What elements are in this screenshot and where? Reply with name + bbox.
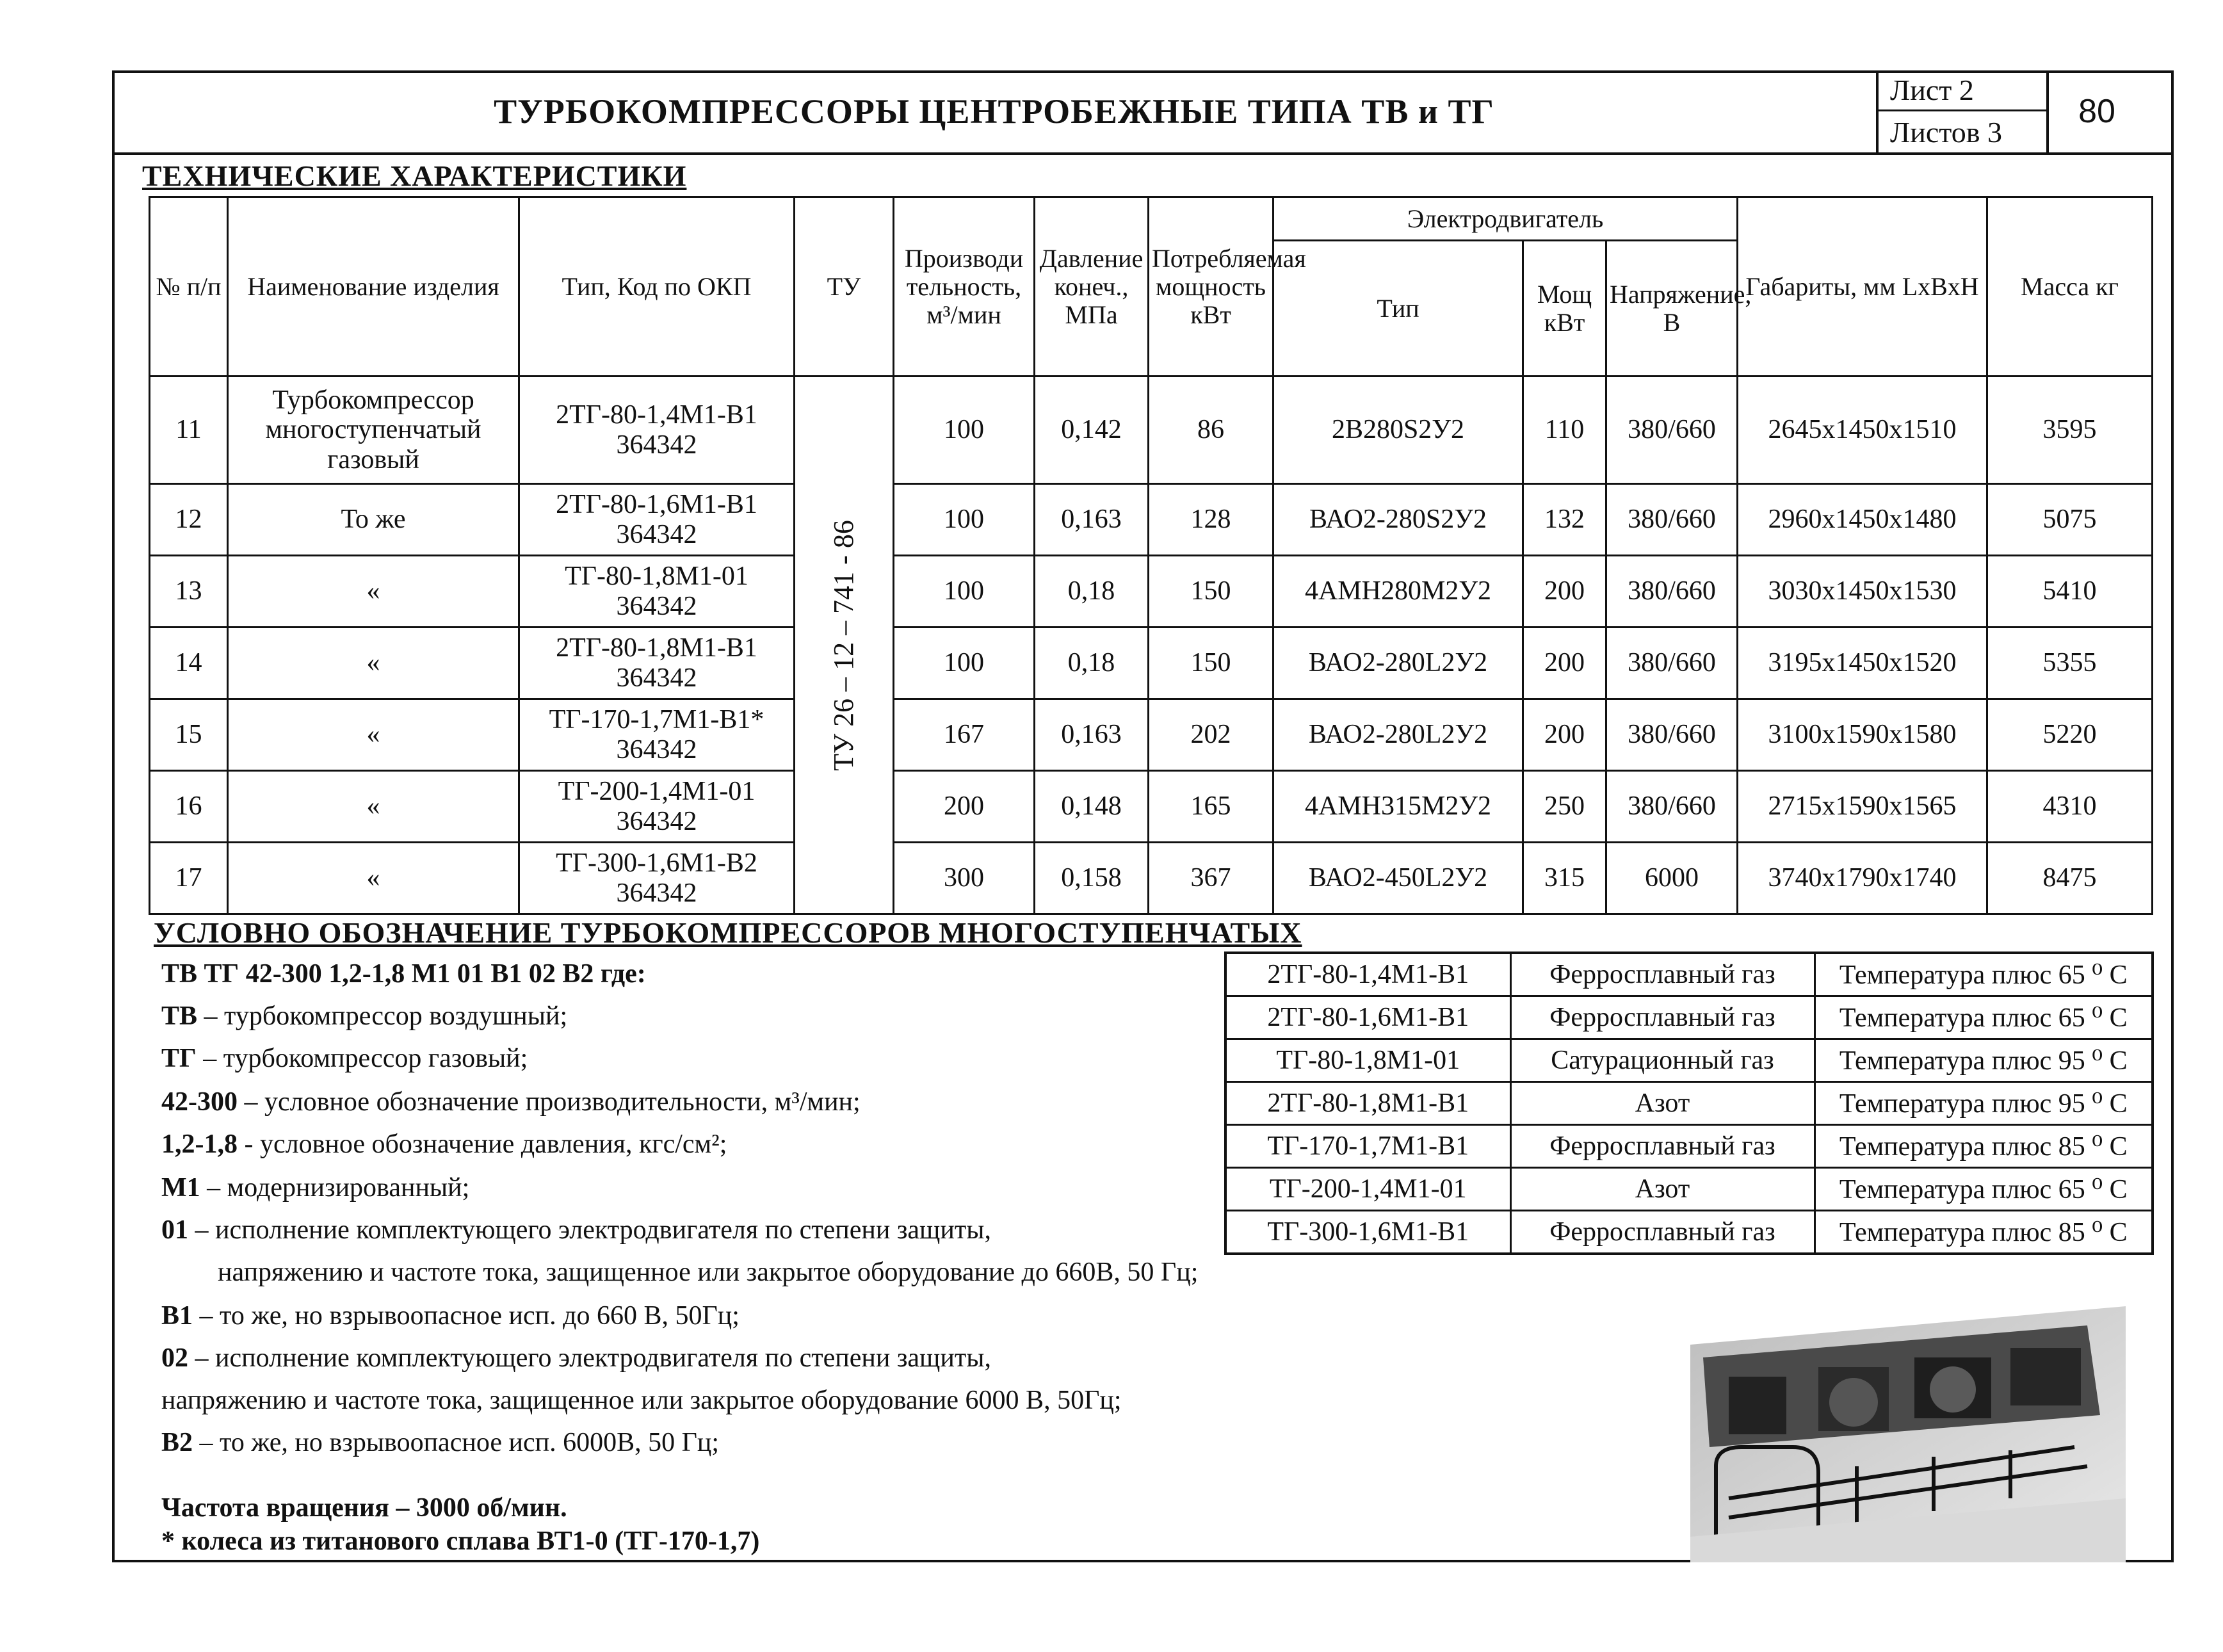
table-row (150, 556, 2153, 628)
header-motor-voltage: Напряжение, В (1606, 241, 1738, 377)
legend-line-9 (161, 1345, 991, 1372)
cell-type (519, 484, 795, 556)
cell-productivity: 167 (894, 699, 1035, 771)
cell-pressure: 0,163 (1035, 699, 1149, 771)
title-bar (112, 70, 2174, 155)
cell-name: « (228, 628, 519, 699)
media-temperature: Температура плюс 95 ⁰ С (1815, 1039, 2153, 1082)
legend-line-2 (161, 1045, 528, 1072)
cell-name: « (228, 556, 519, 628)
legend-key: 02 (161, 1343, 188, 1373)
okp-code: 364342 (616, 663, 697, 693)
cell-dimensions: 3030x1450x1530 (1738, 556, 1987, 628)
media-type: ТГ-200-1,4М1-01 (1225, 1168, 1510, 1211)
cell-motor-voltage: 380/660 (1606, 771, 1738, 843)
header-name: Наименование изделия (228, 197, 519, 377)
okp-code: 364342 (616, 806, 697, 836)
media-medium: Сатурационный газ (1510, 1039, 1815, 1082)
legend-key: 42-300 (161, 1087, 238, 1117)
cell-mass: 8475 (1987, 843, 2153, 914)
cell-num: 13 (150, 556, 228, 628)
cell-num: 16 (150, 771, 228, 843)
table-row (1225, 953, 2153, 996)
header-num: № п/п (150, 197, 228, 377)
cell-mass: 5355 (1987, 628, 2153, 699)
okp-code: 364342 (616, 430, 697, 460)
header-motor-group: Электродвигатель (1273, 197, 1738, 241)
cell-dimensions: 2960x1450x1480 (1738, 484, 1987, 556)
legend-key: ТВ (161, 1001, 198, 1031)
table-row (150, 699, 2153, 771)
cell-dimensions: 3100x1590x1580 (1738, 699, 1987, 771)
cell-motor-power: 132 (1523, 484, 1606, 556)
cell-motor-type: 4АМН315М2У2 (1273, 771, 1523, 843)
header-motor-type: Тип (1273, 241, 1523, 377)
type-value: 2ТГ-80-1,8М1-В1 (556, 633, 757, 663)
legend-line-7 (218, 1259, 1198, 1286)
designation-title: УСЛОВНО ОБОЗНАЧЕНИЕ ТУРБОКОМПРЕССОРОВ МНОГОСТУПЕНЧАТЫХ (154, 916, 1302, 949)
cell-name: То же (228, 484, 519, 556)
cell-num: 14 (150, 628, 228, 699)
footnote-text: * колеса из титанового сплава ВТ1-0 (ТГ-170-1,7) (161, 1526, 760, 1556)
sheet-info-box (1876, 70, 2145, 152)
table-row (150, 377, 2153, 484)
header-pressure: Давление конеч., МПа (1035, 197, 1149, 377)
cell-pressure: 0,148 (1035, 771, 1149, 843)
footnote (161, 1528, 759, 1555)
legend-text: – условное обозначение производительности, м³/мин; (238, 1087, 861, 1117)
cell-pressure: 0,163 (1035, 484, 1149, 556)
media-temperature: Температура плюс 85 ⁰ С (1815, 1125, 2153, 1168)
legend-text: – турбокомпрессор газовый; (196, 1044, 528, 1073)
cell-type (519, 771, 795, 843)
legend-key: 01 (161, 1215, 188, 1245)
cell-motor-voltage: 380/660 (1606, 484, 1738, 556)
table-row (1225, 996, 2153, 1039)
type-value: ТГ-300-1,6М1-В2 (556, 848, 757, 879)
table-row (1225, 1082, 2153, 1125)
legend-line-3 (161, 1089, 861, 1115)
okp-code: 364342 (616, 519, 697, 549)
cell-name: « (228, 699, 519, 771)
type-value: 2ТГ-80-1,4М1-В1 (556, 400, 757, 430)
cell-motor-type: 4АМН280М2У2 (1273, 556, 1523, 628)
cell-motor-type: ВАО2-280L2У2 (1273, 699, 1523, 771)
cell-power: 202 (1149, 699, 1273, 771)
legend-line-6 (161, 1217, 991, 1243)
cell-pressure: 0,18 (1035, 628, 1149, 699)
legend-text: – то же, но взрывоопасное исп. 6000В, 50 Гц; (193, 1428, 720, 1457)
legend-line-11 (161, 1429, 719, 1456)
cell-motor-type: 2В280S2У2 (1273, 377, 1523, 484)
cell-motor-type: ВАО2-280S2У2 (1273, 484, 1523, 556)
media-medium: Ферросплавный газ (1510, 1125, 1815, 1168)
cell-motor-voltage: 6000 (1606, 843, 1738, 914)
table-row (150, 484, 2153, 556)
cell-num: 17 (150, 843, 228, 914)
legend-line-10 (161, 1387, 1122, 1414)
tu-value: ТУ 26 – 12 – 741 - 86 (827, 519, 859, 771)
table-row (1225, 1125, 2153, 1168)
cell-motor-power: 200 (1523, 699, 1606, 771)
header-mass: Масса кг (1987, 197, 2153, 377)
okp-code: 364342 (616, 591, 697, 621)
media-type: ТГ-170-1,7М1-В1 (1225, 1125, 1510, 1168)
media-type: ТГ-300-1,6М1-В1 (1225, 1211, 1510, 1254)
cell-num: 12 (150, 484, 228, 556)
page-number: 80 (2078, 93, 2115, 130)
media-temperature: Температура плюс 65 ⁰ С (1815, 953, 2153, 996)
cell-motor-power: 200 (1523, 628, 1606, 699)
legend-line-1 (161, 1003, 567, 1030)
media-type: 2ТГ-80-1,8М1-В1 (1225, 1082, 1510, 1125)
header-type: Тип, Код по ОКП (519, 197, 795, 377)
legend-text: – турбокомпрессор воздушный; (197, 1001, 568, 1031)
cell-productivity: 100 (894, 484, 1035, 556)
legend-line-5 (161, 1174, 469, 1201)
cell-productivity: 100 (894, 377, 1035, 484)
cell-motor-power: 110 (1523, 377, 1606, 484)
cell-mass: 5075 (1987, 484, 2153, 556)
section-title-specs: ТЕХНИЧЕСКИЕ ХАРАКТЕРИСТИКИ (142, 159, 687, 192)
cell-type (519, 628, 795, 699)
table-row (1225, 1039, 2153, 1082)
cell-dimensions: 3740x1790x1740 (1738, 843, 1987, 914)
legend-key: ТВ ТГ 42-300 1,2-1,8 М1 01 В1 02 В2 где: (161, 959, 646, 989)
cell-type (519, 699, 795, 771)
legend-text: напряжению и частоте тока, защищенное или закрытое оборудование до 660В, 50 Гц; (218, 1258, 1199, 1287)
cell-dimensions: 2645x1450x1510 (1738, 377, 1987, 484)
media-medium: Азот (1510, 1168, 1815, 1211)
legend-text: - условное обозначение давления, кгс/см²; (238, 1130, 727, 1159)
header-tu: ТУ (795, 197, 894, 377)
media-temperature: Температура плюс 85 ⁰ С (1815, 1211, 2153, 1254)
cell-power: 128 (1149, 484, 1273, 556)
cell-pressure: 0,158 (1035, 843, 1149, 914)
legend-text: – исполнение комплектующего электродвигателя по степени защиты, (188, 1343, 991, 1373)
cell-productivity: 100 (894, 556, 1035, 628)
cell-power: 86 (1149, 377, 1273, 484)
cell-name: « (228, 771, 519, 843)
header-motor-power: Мощ кВт (1523, 241, 1606, 377)
document-title: ТУРБОКОМПРЕССОРЫ ЦЕНТРОБЕЖНЫЕ ТИПА ТВ и ТГ (494, 92, 1494, 131)
cell-mass: 4310 (1987, 771, 2153, 843)
cell-name: Турбокомпрессор многоступенчатый газовый (228, 377, 519, 484)
media-type: 2ТГ-80-1,6М1-В1 (1225, 996, 1510, 1039)
cell-motor-type: ВАО2-450L2У2 (1273, 843, 1523, 914)
media-type: ТГ-80-1,8М1-01 (1225, 1039, 1510, 1082)
cell-mass: 5220 (1987, 699, 2153, 771)
cell-mass: 5410 (1987, 556, 2153, 628)
table-row (150, 771, 2153, 843)
legend-key: В2 (161, 1428, 193, 1457)
compressor-hall-photo-art (1690, 1306, 2126, 1562)
table-row (1225, 1168, 2153, 1211)
media-medium: Азот (1510, 1082, 1815, 1125)
specs-table (149, 196, 2153, 915)
sheets-count-label: Листов 3 (1879, 111, 2049, 152)
header-dimensions: Габариты, мм LxBxH (1738, 197, 1987, 377)
type-value: ТГ-200-1,4М1-01 (558, 777, 756, 807)
media-temperature: Температура плюс 95 ⁰ С (1815, 1082, 2153, 1125)
sheet-label: Лист 2 (1879, 70, 2049, 111)
cell-productivity: 300 (894, 843, 1035, 914)
okp-code: 364342 (616, 878, 697, 908)
legend-line-0 (161, 960, 646, 987)
legend-key: М1 (161, 1173, 200, 1203)
cell-power: 367 (1149, 843, 1273, 914)
cell-mass: 3595 (1987, 377, 2153, 484)
cell-motor-voltage: 380/660 (1606, 377, 1738, 484)
legend-key: 1,2-1,8 (161, 1130, 238, 1159)
media-medium: Ферросплавный газ (1510, 996, 1815, 1039)
frequency-note (161, 1494, 567, 1521)
cell-motor-voltage: 380/660 (1606, 628, 1738, 699)
media-table (1224, 952, 2154, 1255)
cell-productivity: 100 (894, 628, 1035, 699)
cell-pressure: 0,142 (1035, 377, 1149, 484)
cell-dimensions: 3195x1450x1520 (1738, 628, 1987, 699)
media-medium: Ферросплавный газ (1510, 1211, 1815, 1254)
legend-text: напряжению и частоте тока, защищенное или закрытое оборудование 6000 В, 50Гц; (161, 1386, 1122, 1415)
cell-num: 11 (150, 377, 228, 484)
header-productivity: Производи тельность, м³/мин (894, 197, 1035, 377)
cell-name: « (228, 843, 519, 914)
legend-key: ТГ (161, 1044, 197, 1073)
cell-motor-type: ВАО2-280L2У2 (1273, 628, 1523, 699)
legend-key: В1 (161, 1301, 193, 1331)
cell-dimensions: 2715x1590x1565 (1738, 771, 1987, 843)
okp-code: 364342 (616, 734, 697, 765)
cell-power: 165 (1149, 771, 1273, 843)
cell-num: 15 (150, 699, 228, 771)
legend-line-4 (161, 1131, 727, 1158)
frequency-text: Частота вращения – 3000 об/мин. (161, 1493, 567, 1523)
cell-motor-power: 315 (1523, 843, 1606, 914)
cell-productivity: 200 (894, 771, 1035, 843)
table-row (150, 843, 2153, 914)
legend-text: – модернизированный; (200, 1173, 470, 1203)
legend-text: – исполнение комплектующего электродвигателя по степени защиты, (188, 1215, 991, 1245)
type-value: ТГ-80-1,8М1-01 (565, 562, 748, 592)
table-row (1225, 1211, 2153, 1254)
cell-motor-voltage: 380/660 (1606, 556, 1738, 628)
cell-type (519, 556, 795, 628)
cell-motor-voltage: 380/660 (1606, 699, 1738, 771)
cell-motor-power: 250 (1523, 771, 1606, 843)
cell-pressure: 0,18 (1035, 556, 1149, 628)
header-power: Потребляемая мощность кВт (1149, 197, 1273, 377)
cell-power: 150 (1149, 628, 1273, 699)
cell-tu (795, 377, 894, 914)
media-temperature: Температура плюс 65 ⁰ С (1815, 996, 2153, 1039)
legend-line-8 (161, 1302, 740, 1329)
media-temperature: Температура плюс 65 ⁰ С (1815, 1168, 2153, 1211)
cell-type (519, 843, 795, 914)
media-type: 2ТГ-80-1,4М1-В1 (1225, 953, 1510, 996)
cell-power: 150 (1149, 556, 1273, 628)
cell-motor-power: 200 (1523, 556, 1606, 628)
type-value: 2ТГ-80-1,6М1-В1 (556, 490, 757, 520)
type-value: ТГ-170-1,7М1-В1* (549, 705, 764, 735)
table-row (150, 628, 2153, 699)
media-medium: Ферросплавный газ (1510, 953, 1815, 996)
compressor-hall-photo (1690, 1306, 2126, 1562)
cell-type (519, 377, 795, 484)
legend-text: – то же, но взрывоопасное исп. до 660 В, 50Гц; (193, 1301, 740, 1331)
